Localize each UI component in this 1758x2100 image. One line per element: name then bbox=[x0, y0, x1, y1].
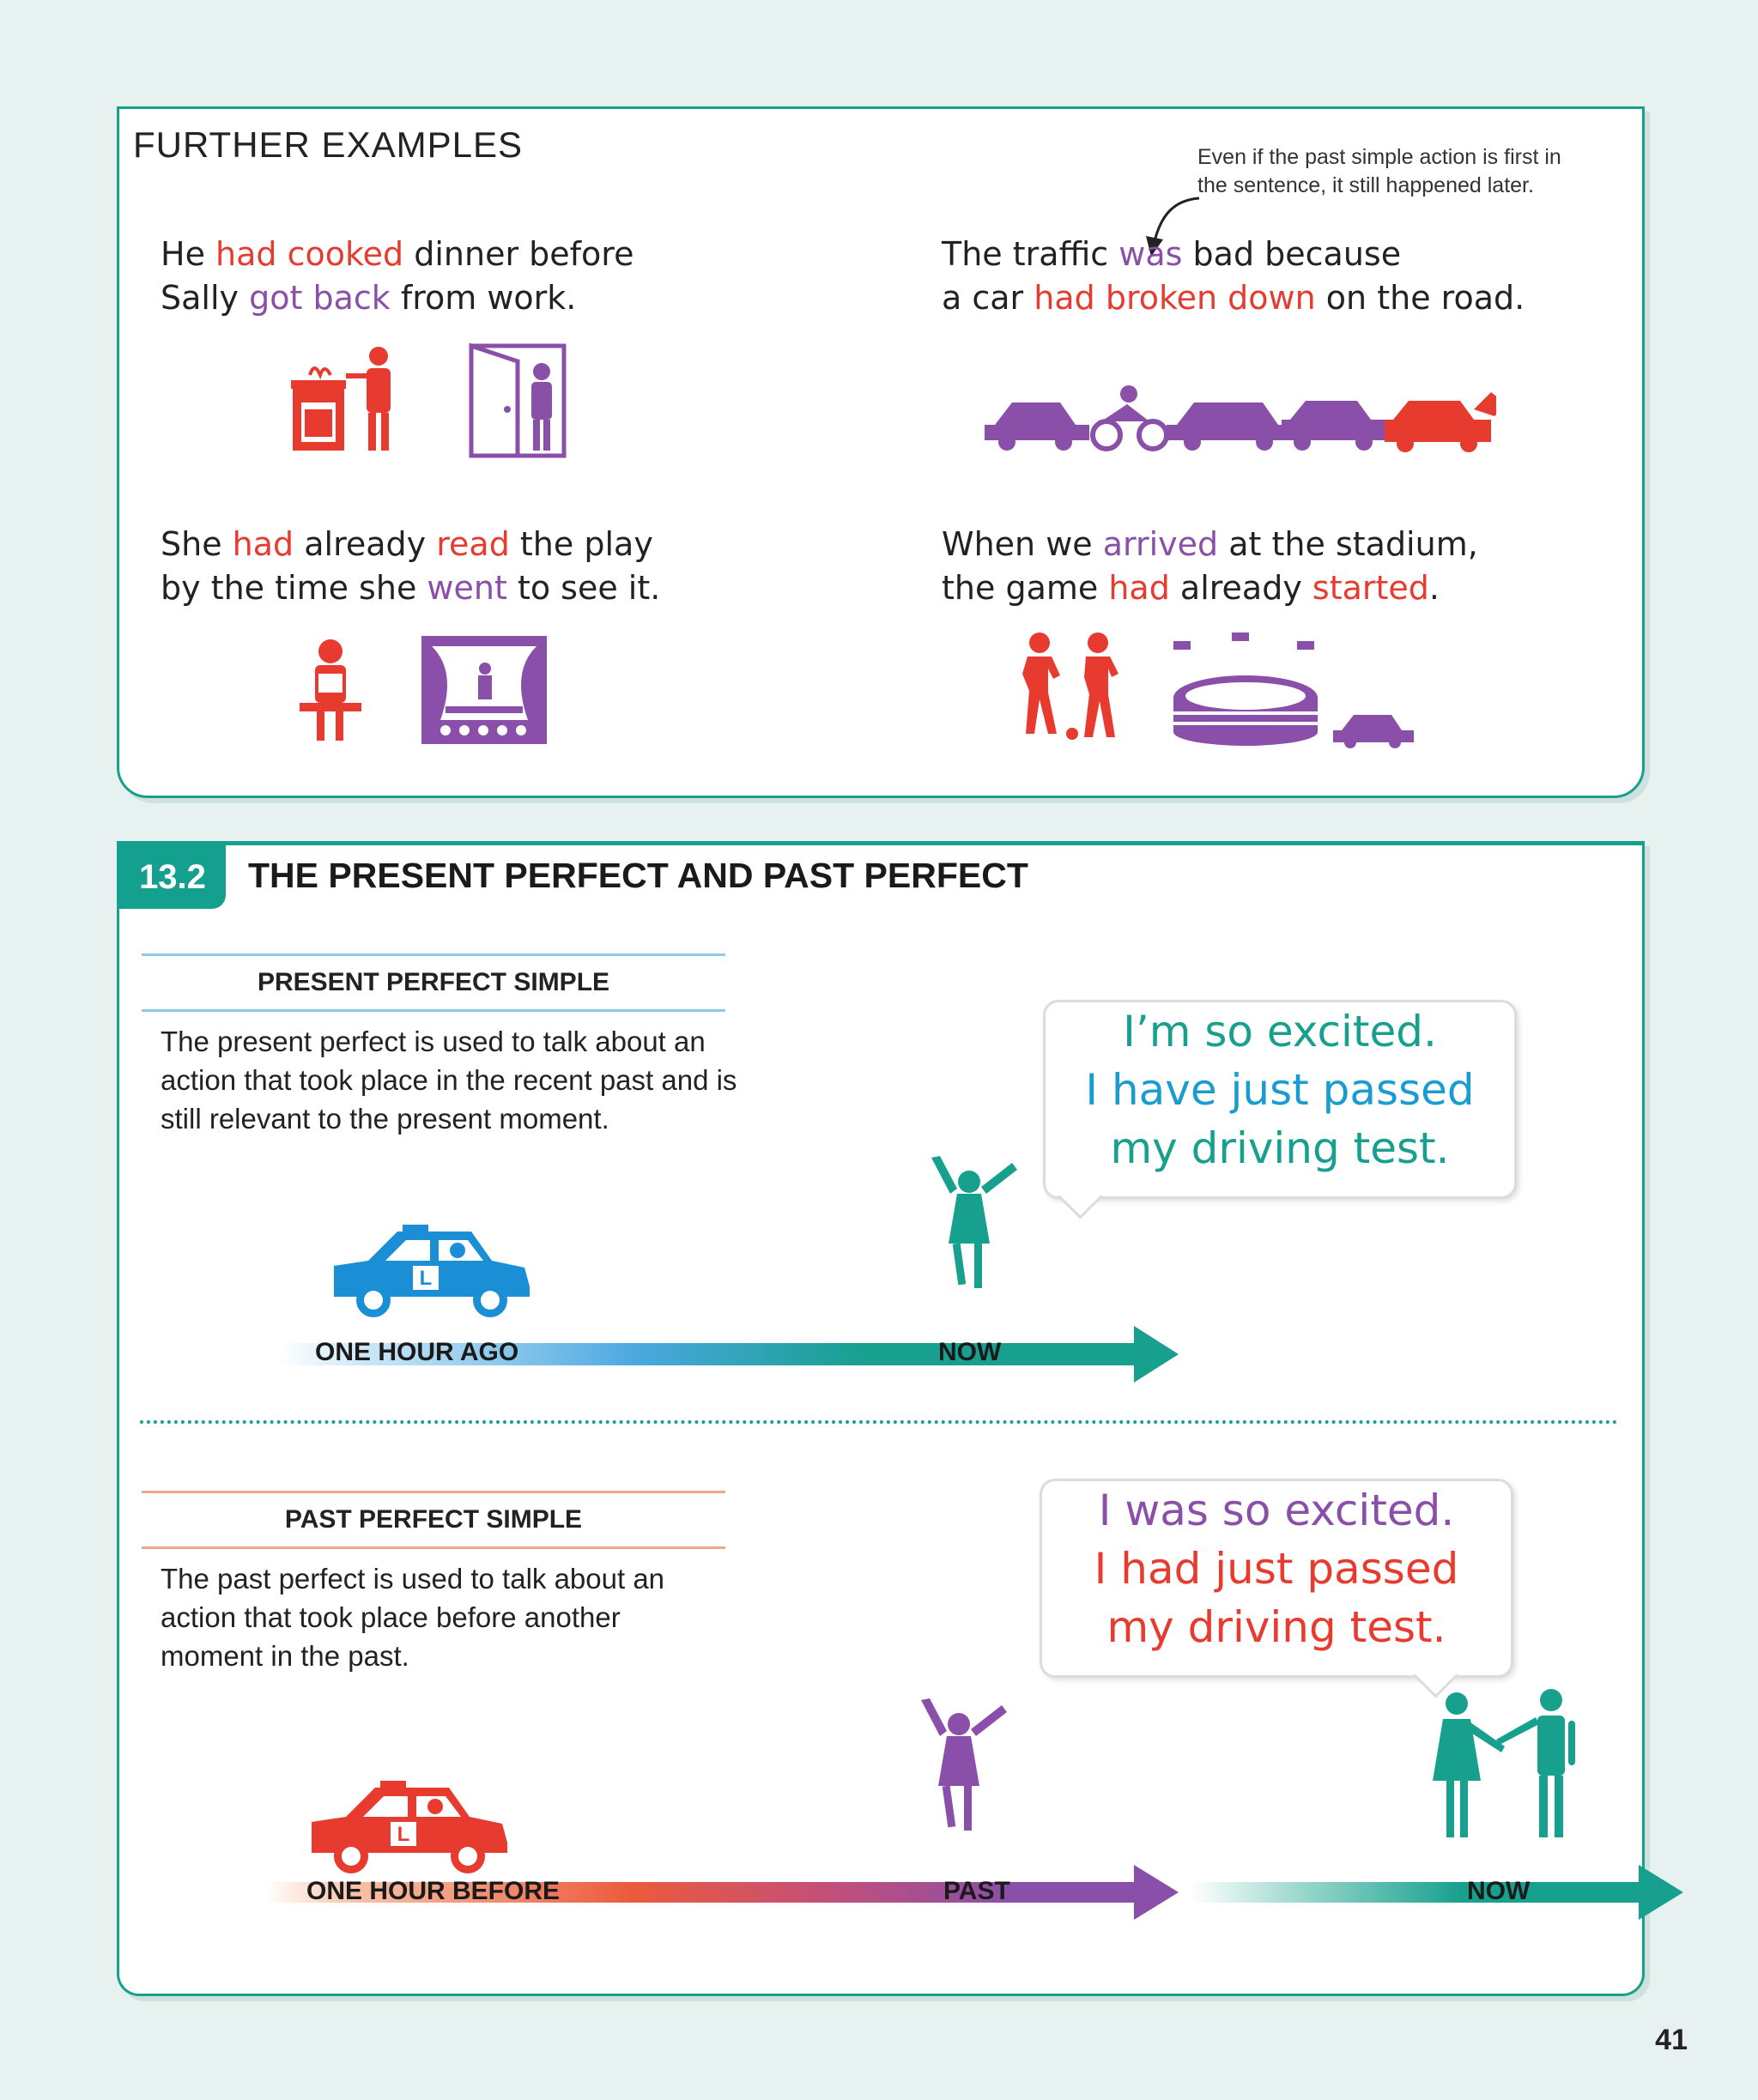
past-perfect-speech-bubble bbox=[1040, 1479, 1513, 1678]
section-divider bbox=[140, 1420, 1618, 1424]
bubble-line-1: I’m so excited. bbox=[1123, 1007, 1437, 1056]
past-perfect-description: The past perfect is used to talk about an action that took place before another moment in the past. bbox=[161, 1563, 665, 1672]
stadium-icon bbox=[1168, 629, 1417, 749]
bubble-line-2: I had just passed bbox=[1094, 1544, 1459, 1594]
timeline-label-now: NOW bbox=[938, 1338, 1002, 1366]
present-perfect-speech-bubble bbox=[1043, 1000, 1517, 1199]
bubble-line-1: I was so excited. bbox=[1098, 1486, 1455, 1535]
example-2-sentence: The traffic was bad because a car had broken down on the road. bbox=[942, 235, 1525, 317]
timeline-label-now: NOW bbox=[1467, 1877, 1531, 1905]
present-perfect-description: The present perfect is used to talk about an action that took place in the recent past and is still relevant to the present moment. bbox=[161, 1026, 737, 1135]
cheering-woman-icon bbox=[926, 1156, 1021, 1302]
further-examples-title: FURTHER EXAMPLES bbox=[133, 124, 523, 165]
bubble-line-3: my driving test. bbox=[1106, 1602, 1446, 1652]
l-plate-label: L bbox=[419, 1267, 433, 1290]
learner-car-blue-icon bbox=[332, 1221, 531, 1317]
section-panel bbox=[117, 841, 1645, 1996]
timeline-label-one-hour-ago: ONE HOUR AGO bbox=[315, 1338, 519, 1366]
person-at-door-icon bbox=[466, 341, 586, 461]
example-1-sentence: He had cooked dinner before Sally got back from work. bbox=[161, 235, 634, 317]
timeline-label-one-hour-before: ONE HOUR BEFORE bbox=[306, 1877, 561, 1905]
past-perfect-heading: PAST PERFECT SIMPLE bbox=[142, 1491, 725, 1549]
bubble-line-2: I have just passed bbox=[1085, 1065, 1475, 1115]
two-people-talking-icon bbox=[1424, 1686, 1596, 1849]
page-number: 41 bbox=[1655, 2024, 1688, 2056]
theatre-stage-icon bbox=[420, 634, 549, 746]
example-3-sentence: She had already read the play by the time she went to see it. bbox=[161, 525, 661, 607]
timeline-label-past: PAST bbox=[943, 1877, 1010, 1905]
present-perfect-heading: PRESENT PERFECT SIMPLE bbox=[142, 953, 725, 1012]
further-examples-panel bbox=[117, 106, 1645, 798]
bubble-line-3: my driving test. bbox=[1110, 1123, 1450, 1173]
section-number: 13.2 bbox=[119, 845, 226, 909]
reading-person-icon bbox=[296, 634, 382, 746]
cheering-woman-purple-icon bbox=[916, 1698, 1010, 1844]
section-title: THE PRESENT PERFECT AND PAST PERFECT bbox=[248, 856, 1028, 895]
football-players-icon bbox=[1005, 627, 1134, 747]
annotation-note: Even if the past simple action is first in the sentence, it still happened later. bbox=[1197, 145, 1561, 197]
l-plate-label: L bbox=[397, 1823, 410, 1846]
traffic-jam-icon bbox=[981, 372, 1496, 466]
example-4-sentence: When we arrived at the stadium, the game had already started. bbox=[942, 525, 1478, 607]
